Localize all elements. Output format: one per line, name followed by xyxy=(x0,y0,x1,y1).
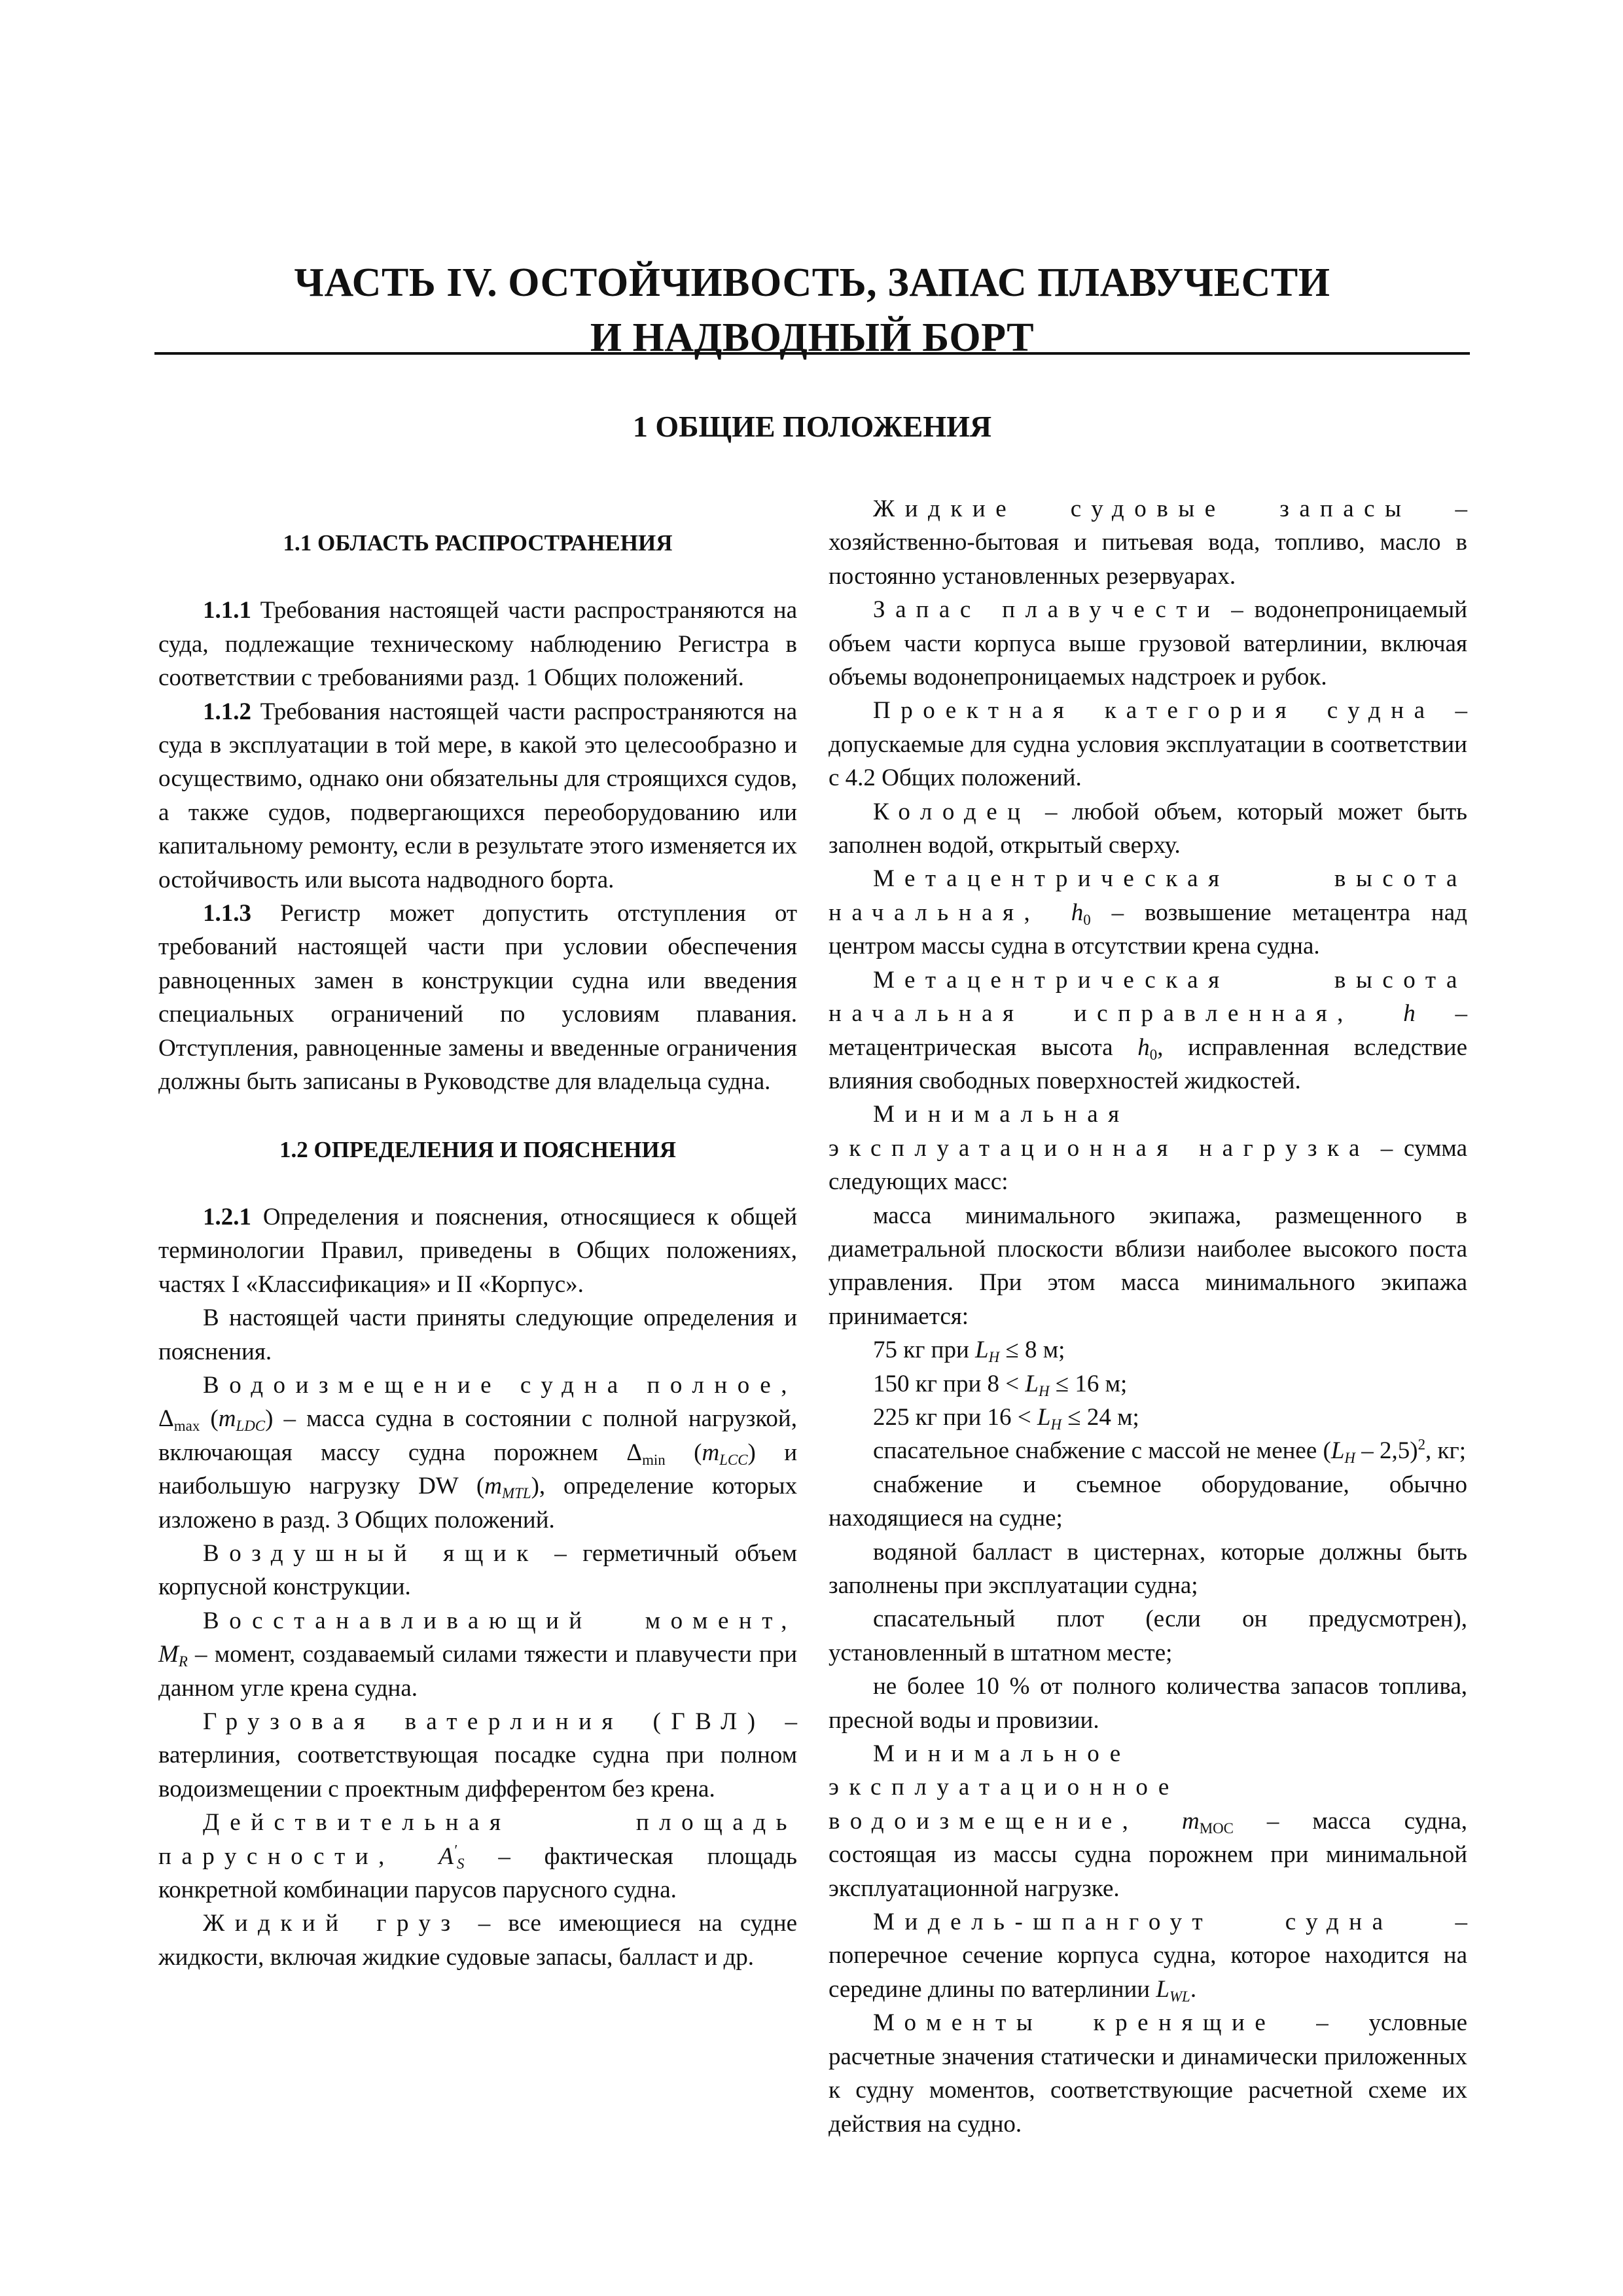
clause-1-2-1: 1.2.1 Определения и пояснения, относящиеся к общей терминологии Правил, приведены в Общих положениях, частях I «Классификация» и II «Корпус». xyxy=(158,1203,797,1298)
definition-midship-section: Мидель-шпангоут судна – поперечное сечение корпуса судна, которое находится на середине длины по ватерлинии $L_{WL}$. xyxy=(829,1909,1467,2005)
clause-1-1-2: 1.1.2 Требования настоящей части распространяются на суда в эксплуатации в той мере, в какой это целесообразно и осуществимо, однако они обязательны для строящихся судов, а также судов, подвергающихся переоборудованию или капитальному ремонту, если в результате этого изменяется их остойчивость или высота надводного борта. xyxy=(158,698,797,893)
right-column xyxy=(829,492,1467,2141)
clause-1-1-3: 1.1.3 Регистр может допустить отступления от требований настоящей части при условии обеспечения равноценных замен в конструкции судна или введения специальных ограничений по условиям плавания. Отступления, равноценные замены и введенные ограничения должны быть записаны в Руководстве для владельца судна. xyxy=(158,900,797,1096)
definition-liquid-stores: Жидкие судовые запасы – хозяйственно-бытовая и питьевая вода, топливо, масло в постоянно установленных резервуарах. xyxy=(829,495,1467,590)
definition-actual-sail-area: Действительная площадь парусности, $A'_S$ – фактическая площадь конкретной комбинации парусов парусного судна. xyxy=(158,1809,797,1904)
list-item-mass-2: 150 кг при $8 < L_H \le 16$ м; xyxy=(873,1370,1128,1399)
definition-minimum-operating-displacement: Минимальное эксплуатационное водоизмещение, $m_{MOC}$ – масса судна, состоящая из массы судна порожнем при минимальной эксплуатационной нагрузке. xyxy=(829,1740,1467,1902)
definition-well: Колодец – любой объем, который может быть заполнен водой, открытый сверху. xyxy=(829,798,1467,859)
list-item-equipment: снабжение и съемное оборудование, обычно находящиеся на судне; xyxy=(829,1471,1467,1532)
definitions-intro: В настоящей части приняты следующие определения и пояснения. xyxy=(158,1304,797,1365)
definition-design-category: Проектная категория судна – допускаемые для судна условия эксплуатации в соответствии с 4.2 Общих положений. xyxy=(829,697,1467,792)
list-item-stores: не более 10 % от полного количества запасов топлива, пресной воды и провизии. xyxy=(829,1673,1467,1734)
list-item-crew: масса минимального экипажа, размещенного в диаметральной плоскости вблизи наиболее высокого поста управления. При этом масса минимального экипажа принимается: xyxy=(829,1202,1467,1330)
section-heading: 1 ОБЩИЕ ПОЛОЖЕНИЯ xyxy=(632,410,992,443)
left-column xyxy=(158,492,797,1974)
definition-reserve-buoyancy: Запас плавучести – водонепроницаемый объем части корпуса выше грузовой ватерлинии, включая объемы водонепроницаемых надстроек и рубок. xyxy=(829,596,1467,691)
definition-liquid-cargo: Жидкий груз – все имеющиеся на судне жидкости, включая жидкие судовые запасы, балласт и др. xyxy=(158,1910,797,1971)
definition-full-displacement: Водоизмещение судна полное, $\Delta_{max}$ $(m_{LDC})$ – масса судна в состоянии с полной нагрузкой, включающая массу судна порожнем $\Delta_{min}$ $(m_{LCC})$ и наибольшую нагрузку DW $(m_{MTL})$, определение которых изложено в разд. 3 Общих положений. xyxy=(158,1371,797,1534)
title-rule xyxy=(154,352,1470,355)
list-item-raft: спасательный плот (если он предусмотрен), установленный в штатном месте; xyxy=(829,1605,1467,1666)
definition-air-box: Воздушный ящик – герметичный объем корпусной конструкции. xyxy=(158,1539,797,1601)
title-line-1: ЧАСТЬ IV. ОСТОЙЧИВОСТЬ, ЗАПАС ПЛАВУЧЕСТИ xyxy=(294,260,1330,305)
title-line-2: И НАДВОДНЫЙ БОРТ xyxy=(590,315,1035,360)
subsection-heading-1-1: 1.1 ОБЛАСТЬ РАСПРОСТРАНЕНИЯ xyxy=(283,530,673,556)
definition-heeling-moments: Моменты кренящие – условные расчетные значения статически и динамически приложенных к судну моментов, соответствующие расчетной схеме их действия на судно. xyxy=(829,2009,1467,2138)
list-item-mass-1: 75 кг при $L_H \le 8$ м; xyxy=(873,1336,1065,1366)
definition-corrected-metacentric-height: Метацентрическая высота начальная исправленная, h – метацентрическая высота $h_0$, исправленная вследствие влияния свободных поверхностей жидкостей. xyxy=(829,966,1467,1094)
list-item-lifesaving: спасательное снабжение с массой не менее $(L_H - 2,5)^2$, кг; xyxy=(873,1436,1466,1467)
definition-minimum-operating-load: Минимальная эксплуатационная нагрузка – сумма следующих масс: xyxy=(829,1101,1467,1196)
definition-initial-metacentric-height: Метацентрическая высота начальная, $h_0$ – возвышение метацентра над центром массы судна в отсутствии крена судна. xyxy=(829,865,1467,960)
page-title xyxy=(154,255,1470,365)
definition-load-waterline: Грузовая ватерлиния (ГВЛ) – ватерлиния, соответствующая посадке судна при полном водоизмещении с проектным дифферентом без крена. xyxy=(158,1708,797,1803)
clause-1-1-1: 1.1.1 Требования настоящей части распространяются на суда, подлежащие техническому наблюдению Регистра в соответствии с требованиями разд. 1 Общих положений. xyxy=(158,597,797,692)
subsection-heading-1-2: 1.2 ОПРЕДЕЛЕНИЯ И ПОЯСНЕНИЯ xyxy=(279,1136,677,1162)
list-item-ballast: водяной балласт в цистернах, которые должны быть заполнены при эксплуатации судна; xyxy=(829,1538,1467,1599)
definition-righting-moment: Восстанавливающий момент, $M_R$ – момент, создаваемый силами тяжести и плавучести при данном угле крена судна. xyxy=(158,1607,797,1702)
list-item-mass-3: 225 кг при $16 < L_H \le 24$ м; xyxy=(873,1403,1139,1433)
